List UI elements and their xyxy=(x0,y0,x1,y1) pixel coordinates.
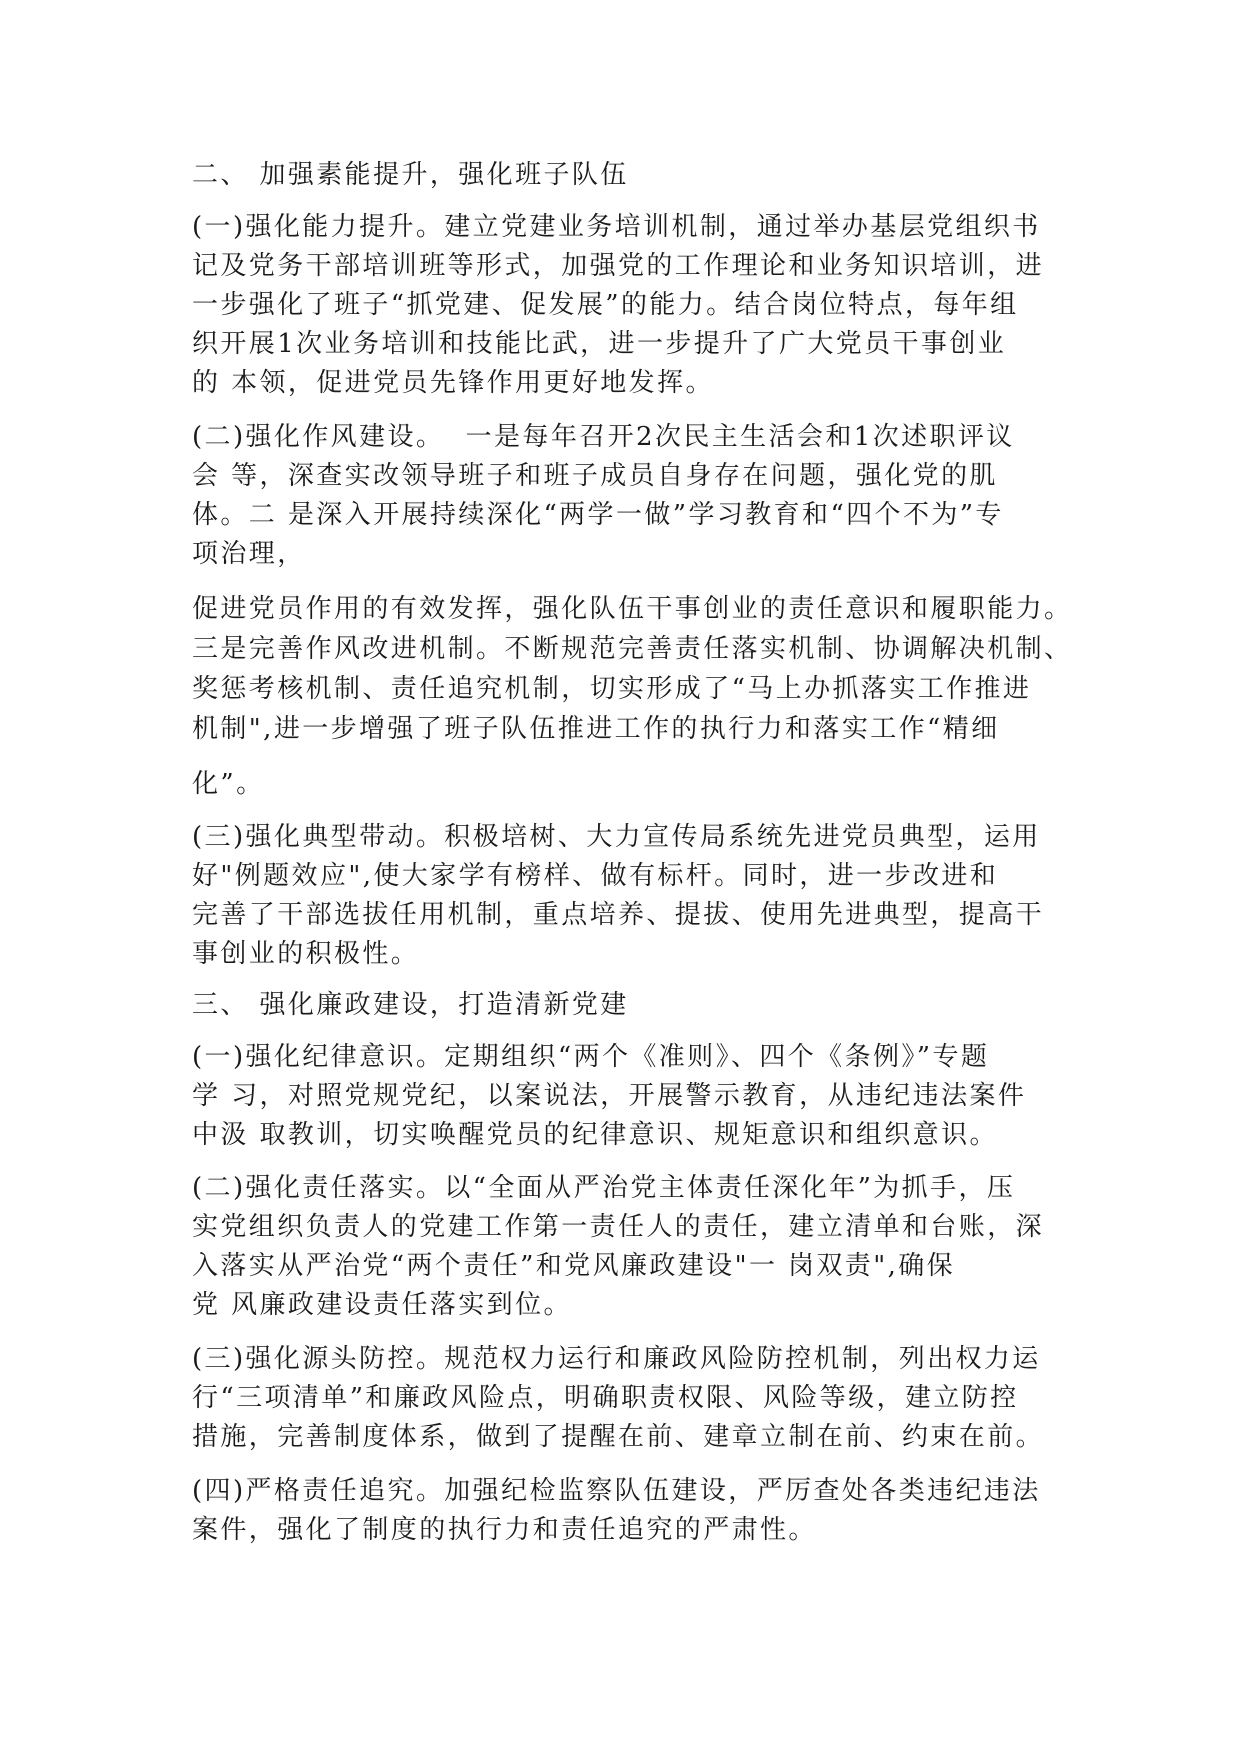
paragraph-line: 三是完善作风改进机制。不断规范完善责任落实机制、协调解决机制、 xyxy=(192,634,1073,664)
paragraph-line: 化”。 xyxy=(192,769,265,799)
paragraph-line: (二)强化作风建设。 一是每年召开2次民主生活会和1次述职评议 xyxy=(192,422,1015,452)
section-three-paragraph-3 xyxy=(192,1340,1072,1457)
section-two-paragraph-1 xyxy=(192,208,1072,403)
paragraph-line: (一)强化能力提升。建立党建业务培训机制，通过举办基层党组织书 xyxy=(192,212,1041,242)
section-two-heading xyxy=(192,156,1072,195)
section-two-paragraph-4 xyxy=(192,818,1072,974)
paragraph-line: (一)强化纪律意识。定期组织“两个《准则》、四个《条例》”专题 xyxy=(192,1042,990,1072)
section-two-paragraph-3-tail xyxy=(192,765,1072,804)
paragraph-line: 织开展1次业务培训和技能比武，进一步提升了广大党员干事创业 xyxy=(192,329,1007,359)
paragraph-line: 奖惩考核机制、责任追究机制，切实形成了“马上办抓落实工作推进 xyxy=(192,674,1032,704)
paragraph-line: 党 风廉政建设责任落实到位。 xyxy=(192,1290,572,1320)
paragraph-line: 完善了干部选拔任用机制，重点培养、提拔、使用先进典型，提高干 xyxy=(192,900,1045,930)
paragraph-line: 会 等，深查实改领导班子和班子成员自身存在问题，强化党的肌 xyxy=(192,461,998,491)
paragraph-line: 行“三项清单”和廉政风险点，明确职责权限、风险等级，建立防控 xyxy=(192,1383,1019,1413)
paragraph-line: 记及党务干部培训班等形式，加强党的工作理论和业务知识培训，进 xyxy=(192,251,1045,281)
paragraph-line: 实党组织负责人的党建工作第一责任人的责任，建立清单和台账，深 xyxy=(192,1212,1045,1242)
paragraph-line: 一步强化了班子“抓党建、促发展”的能力。结合岗位特点，每年组 xyxy=(192,290,1019,320)
paragraph-line: (三)强化典型带动。积极培树、大力宣传局系统先进党员典型，运用 xyxy=(192,822,1041,852)
section-three-heading xyxy=(192,986,1072,1025)
paragraph-line: 入落实从严治党“两个责任”和党风廉政建设"一 岗双责",确保 xyxy=(192,1251,956,1281)
section-two-paragraph-2 xyxy=(192,418,1072,574)
paragraph-line: 中汲 取教训，切实唤醒党员的纪律意识、规矩意识和组织意识。 xyxy=(192,1120,998,1150)
paragraph-line: 学 习，对照党规党纪，以案说法，开展警示教育，从违纪违法案件 xyxy=(192,1081,1027,1111)
paragraph-line: 体。二 是深入开展持续深化“两学一做”学习教育和“四个不为”专 xyxy=(192,500,1004,530)
paragraph-line: (四)严格责任追究。加强纪检监察队伍建设，严厉查处各类违纪违法 xyxy=(192,1476,1041,1506)
paragraph-line: 事创业的积极性。 xyxy=(192,939,420,969)
paragraph-line: 好"例题效应",使大家学有榜样、做有标杆。同时，进一步改进和 xyxy=(192,861,999,891)
paragraph-line: (二)强化责任落实。以“全面从严治党主体责任深化年”为抓手，压 xyxy=(192,1173,1016,1203)
paragraph-line: 促进党员作用的有效发挥，强化队伍干事创业的责任意识和履职能力。 xyxy=(192,594,1073,624)
paragraph-line: 项治理， xyxy=(192,539,306,569)
heading-text: 二、 加强素能提升，强化班子队伍 xyxy=(192,160,629,190)
heading-text: 三、 强化廉政建设，打造清新党建 xyxy=(192,990,629,1020)
section-two-paragraph-3 xyxy=(192,589,1072,749)
section-three-paragraph-2 xyxy=(192,1169,1072,1325)
paragraph-line: 机制",进一步增强了班子队伍推进工作的执行力和落实工作“精细 xyxy=(192,714,1000,744)
section-three-paragraph-4 xyxy=(192,1472,1072,1550)
section-three-paragraph-1 xyxy=(192,1038,1072,1155)
paragraph-line: 的 本领，促进党员先锋作用更好地发挥。 xyxy=(192,368,714,398)
paragraph-line: 措施，完善制度体系，做到了提醒在前、建章立制在前、约束在前。 xyxy=(192,1422,1045,1452)
paragraph-line: 案件，强化了制度的执行力和责任追究的严肃性。 xyxy=(192,1515,817,1545)
paragraph-line: (三)强化源头防控。规范权力运行和廉政风险防控机制，列出权力运 xyxy=(192,1344,1041,1374)
